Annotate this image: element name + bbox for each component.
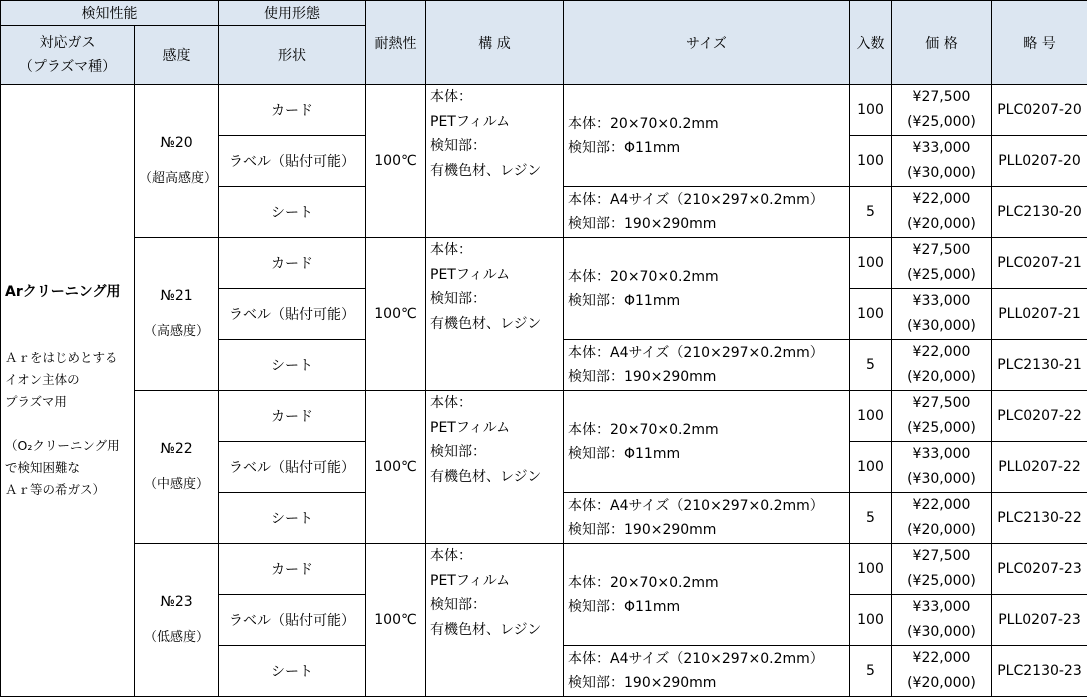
header-usage: 使用形態 bbox=[219, 1, 366, 26]
size-line: 本体：A4サイズ（210×297×0.2mm） bbox=[568, 341, 845, 365]
price-without-tax: (¥30,000) bbox=[896, 467, 987, 492]
size-line: 検知部：190×290mm bbox=[568, 671, 845, 695]
price-with-tax: ¥27,500 bbox=[896, 391, 987, 416]
price-cell bbox=[892, 544, 992, 595]
sensitivity-number: №23 bbox=[139, 584, 214, 620]
material-line: 有機色材、レジン bbox=[430, 312, 559, 337]
material-line: 本体： bbox=[430, 391, 559, 416]
heat-cell: 100℃ bbox=[366, 544, 426, 697]
price-without-tax: (¥30,000) bbox=[896, 620, 987, 645]
price-with-tax: ¥27,500 bbox=[896, 238, 987, 263]
qty-cell: 100 bbox=[850, 238, 892, 289]
sensitivity-number: №20 bbox=[139, 125, 214, 161]
shape-cell: シート bbox=[219, 340, 366, 391]
size-line: 検知部：190×290mm bbox=[568, 365, 845, 389]
price-cell bbox=[892, 595, 992, 646]
price-without-tax: (¥30,000) bbox=[896, 314, 987, 339]
size-cell-sheet bbox=[564, 493, 850, 544]
product-code: PLL0207-20 bbox=[992, 136, 1087, 187]
material-cell bbox=[426, 544, 564, 697]
size-line: 検知部：Φ11mm bbox=[568, 442, 845, 466]
material-line: 有機色材、レジン bbox=[430, 465, 559, 490]
size-cell-card-label bbox=[564, 238, 850, 340]
table-row bbox=[1, 391, 1087, 442]
shape-cell: ラベル（貼付可能） bbox=[219, 136, 366, 187]
price-cell bbox=[892, 391, 992, 442]
product-code: PLL0207-22 bbox=[992, 442, 1087, 493]
size-line: 本体：A4サイズ（210×297×0.2mm） bbox=[568, 494, 845, 518]
price-cell bbox=[892, 646, 992, 697]
product-code: PLC2130-23 bbox=[992, 646, 1087, 697]
header-price: 価 格 bbox=[892, 1, 992, 85]
price-cell bbox=[892, 187, 992, 238]
size-cell-card-label bbox=[564, 85, 850, 187]
product-code: PLC0207-22 bbox=[992, 391, 1087, 442]
sensitivity-level: （中感度） bbox=[139, 467, 214, 503]
table-row bbox=[1, 85, 1087, 136]
sensitivity-cell bbox=[135, 544, 219, 697]
price-with-tax: ¥33,000 bbox=[896, 442, 987, 467]
product-code: PLC2130-22 bbox=[992, 493, 1087, 544]
sensitivity-number: №21 bbox=[139, 278, 214, 314]
material-line: PETフィルム bbox=[430, 110, 559, 135]
price-cell bbox=[892, 442, 992, 493]
price-with-tax: ¥22,000 bbox=[896, 493, 987, 518]
material-line: 本体： bbox=[430, 238, 559, 263]
qty-cell: 100 bbox=[850, 136, 892, 187]
shape-cell: ラベル（貼付可能） bbox=[219, 595, 366, 646]
material-line: 検知部： bbox=[430, 134, 559, 159]
gas-title: Arクリーニング用 bbox=[5, 281, 130, 303]
gas-description: Ａｒをはじめとする イオン主体の プラズマ用 （O₂クリーニング用 で検知困難な Ａｒ等の希ガス） bbox=[5, 347, 130, 501]
material-line: 有機色材、レジン bbox=[430, 618, 559, 643]
price-without-tax: (¥20,000) bbox=[896, 518, 987, 543]
table-row bbox=[1, 238, 1087, 289]
table-body bbox=[1, 85, 1087, 697]
price-with-tax: ¥33,000 bbox=[896, 595, 987, 620]
size-cell-sheet bbox=[564, 646, 850, 697]
product-code: PLC2130-20 bbox=[992, 187, 1087, 238]
qty-cell: 100 bbox=[850, 391, 892, 442]
shape-cell: カード bbox=[219, 85, 366, 136]
size-line: 本体：20×70×0.2mm bbox=[568, 571, 845, 595]
header-composition: 構 成 bbox=[426, 1, 564, 85]
qty-cell: 100 bbox=[850, 85, 892, 136]
qty-cell: 100 bbox=[850, 289, 892, 340]
product-code: PLC0207-23 bbox=[992, 544, 1087, 595]
sensitivity-level: （超高感度） bbox=[139, 161, 214, 197]
heat-cell: 100℃ bbox=[366, 85, 426, 238]
price-without-tax: (¥25,000) bbox=[896, 569, 987, 594]
material-cell bbox=[426, 85, 564, 238]
size-line: 本体：20×70×0.2mm bbox=[568, 265, 845, 289]
price-without-tax: (¥20,000) bbox=[896, 671, 987, 696]
product-code: PLL0207-23 bbox=[992, 595, 1087, 646]
price-without-tax: (¥25,000) bbox=[896, 263, 987, 288]
size-cell-sheet bbox=[564, 187, 850, 238]
price-with-tax: ¥22,000 bbox=[896, 187, 987, 212]
shape-cell: カード bbox=[219, 391, 366, 442]
price-without-tax: (¥25,000) bbox=[896, 416, 987, 441]
price-with-tax: ¥22,000 bbox=[896, 340, 987, 365]
header-detect: 検知性能 bbox=[1, 1, 219, 26]
header-qty: 入数 bbox=[850, 1, 892, 85]
size-cell-sheet bbox=[564, 340, 850, 391]
size-line: 検知部：Φ11mm bbox=[568, 136, 845, 160]
sensitivity-level: （高感度） bbox=[139, 314, 214, 350]
sensitivity-cell bbox=[135, 238, 219, 391]
price-with-tax: ¥22,000 bbox=[896, 646, 987, 671]
sensitivity-cell bbox=[135, 85, 219, 238]
gas-cell bbox=[1, 85, 135, 697]
size-line: 検知部：Φ11mm bbox=[568, 595, 845, 619]
qty-cell: 5 bbox=[850, 646, 892, 697]
price-without-tax: (¥30,000) bbox=[896, 161, 987, 186]
size-line: 本体：20×70×0.2mm bbox=[568, 112, 845, 136]
shape-cell: ラベル（貼付可能） bbox=[219, 442, 366, 493]
header-gas: 対応ガス （プラズマ種） bbox=[1, 26, 135, 85]
qty-cell: 100 bbox=[850, 595, 892, 646]
material-line: 有機色材、レジン bbox=[430, 159, 559, 184]
heat-cell: 100℃ bbox=[366, 238, 426, 391]
size-cell-card-label bbox=[564, 391, 850, 493]
price-cell bbox=[892, 493, 992, 544]
material-line: 検知部： bbox=[430, 287, 559, 312]
shape-cell: シート bbox=[219, 493, 366, 544]
size-line: 検知部：190×290mm bbox=[568, 518, 845, 542]
sensitivity-number: №22 bbox=[139, 431, 214, 467]
price-with-tax: ¥27,500 bbox=[896, 544, 987, 569]
header-heat: 耐熱性 bbox=[366, 1, 426, 85]
material-cell bbox=[426, 391, 564, 544]
qty-cell: 5 bbox=[850, 340, 892, 391]
price-without-tax: (¥20,000) bbox=[896, 212, 987, 237]
material-line: 本体： bbox=[430, 85, 559, 110]
shape-cell: シート bbox=[219, 646, 366, 697]
qty-cell: 5 bbox=[850, 187, 892, 238]
price-with-tax: ¥27,500 bbox=[896, 85, 987, 110]
size-line: 本体：A4サイズ（210×297×0.2mm） bbox=[568, 188, 845, 212]
size-line: 本体：20×70×0.2mm bbox=[568, 418, 845, 442]
sensitivity-level: （低感度） bbox=[139, 620, 214, 656]
material-line: 検知部： bbox=[430, 440, 559, 465]
material-line: 本体： bbox=[430, 544, 559, 569]
price-without-tax: (¥25,000) bbox=[896, 110, 987, 135]
size-cell-card-label bbox=[564, 544, 850, 646]
shape-cell: カード bbox=[219, 544, 366, 595]
price-with-tax: ¥33,000 bbox=[896, 136, 987, 161]
shape-cell: シート bbox=[219, 187, 366, 238]
qty-cell: 100 bbox=[850, 442, 892, 493]
product-code: PLC0207-20 bbox=[992, 85, 1087, 136]
price-without-tax: (¥20,000) bbox=[896, 365, 987, 390]
material-line: PETフィルム bbox=[430, 569, 559, 594]
product-code: PLC0207-21 bbox=[992, 238, 1087, 289]
price-cell bbox=[892, 238, 992, 289]
material-line: 検知部： bbox=[430, 593, 559, 618]
header-shape: 形状 bbox=[219, 26, 366, 85]
header-code: 略 号 bbox=[992, 1, 1087, 85]
table-row bbox=[1, 544, 1087, 595]
product-code: PLC2130-21 bbox=[992, 340, 1087, 391]
shape-cell: カード bbox=[219, 238, 366, 289]
price-with-tax: ¥33,000 bbox=[896, 289, 987, 314]
material-line: PETフィルム bbox=[430, 263, 559, 288]
header-size: サイズ bbox=[564, 1, 850, 85]
material-cell bbox=[426, 238, 564, 391]
header-sensitivity: 感度 bbox=[135, 26, 219, 85]
size-line: 本体：A4サイズ（210×297×0.2mm） bbox=[568, 647, 845, 671]
shape-cell: ラベル（貼付可能） bbox=[219, 289, 366, 340]
price-cell bbox=[892, 340, 992, 391]
price-cell bbox=[892, 289, 992, 340]
sensitivity-cell bbox=[135, 391, 219, 544]
product-code: PLL0207-21 bbox=[992, 289, 1087, 340]
size-line: 検知部：190×290mm bbox=[568, 212, 845, 236]
heat-cell: 100℃ bbox=[366, 391, 426, 544]
material-line: PETフィルム bbox=[430, 416, 559, 441]
qty-cell: 5 bbox=[850, 493, 892, 544]
size-line: 検知部：Φ11mm bbox=[568, 289, 845, 313]
qty-cell: 100 bbox=[850, 544, 892, 595]
price-cell bbox=[892, 85, 992, 136]
price-cell bbox=[892, 136, 992, 187]
